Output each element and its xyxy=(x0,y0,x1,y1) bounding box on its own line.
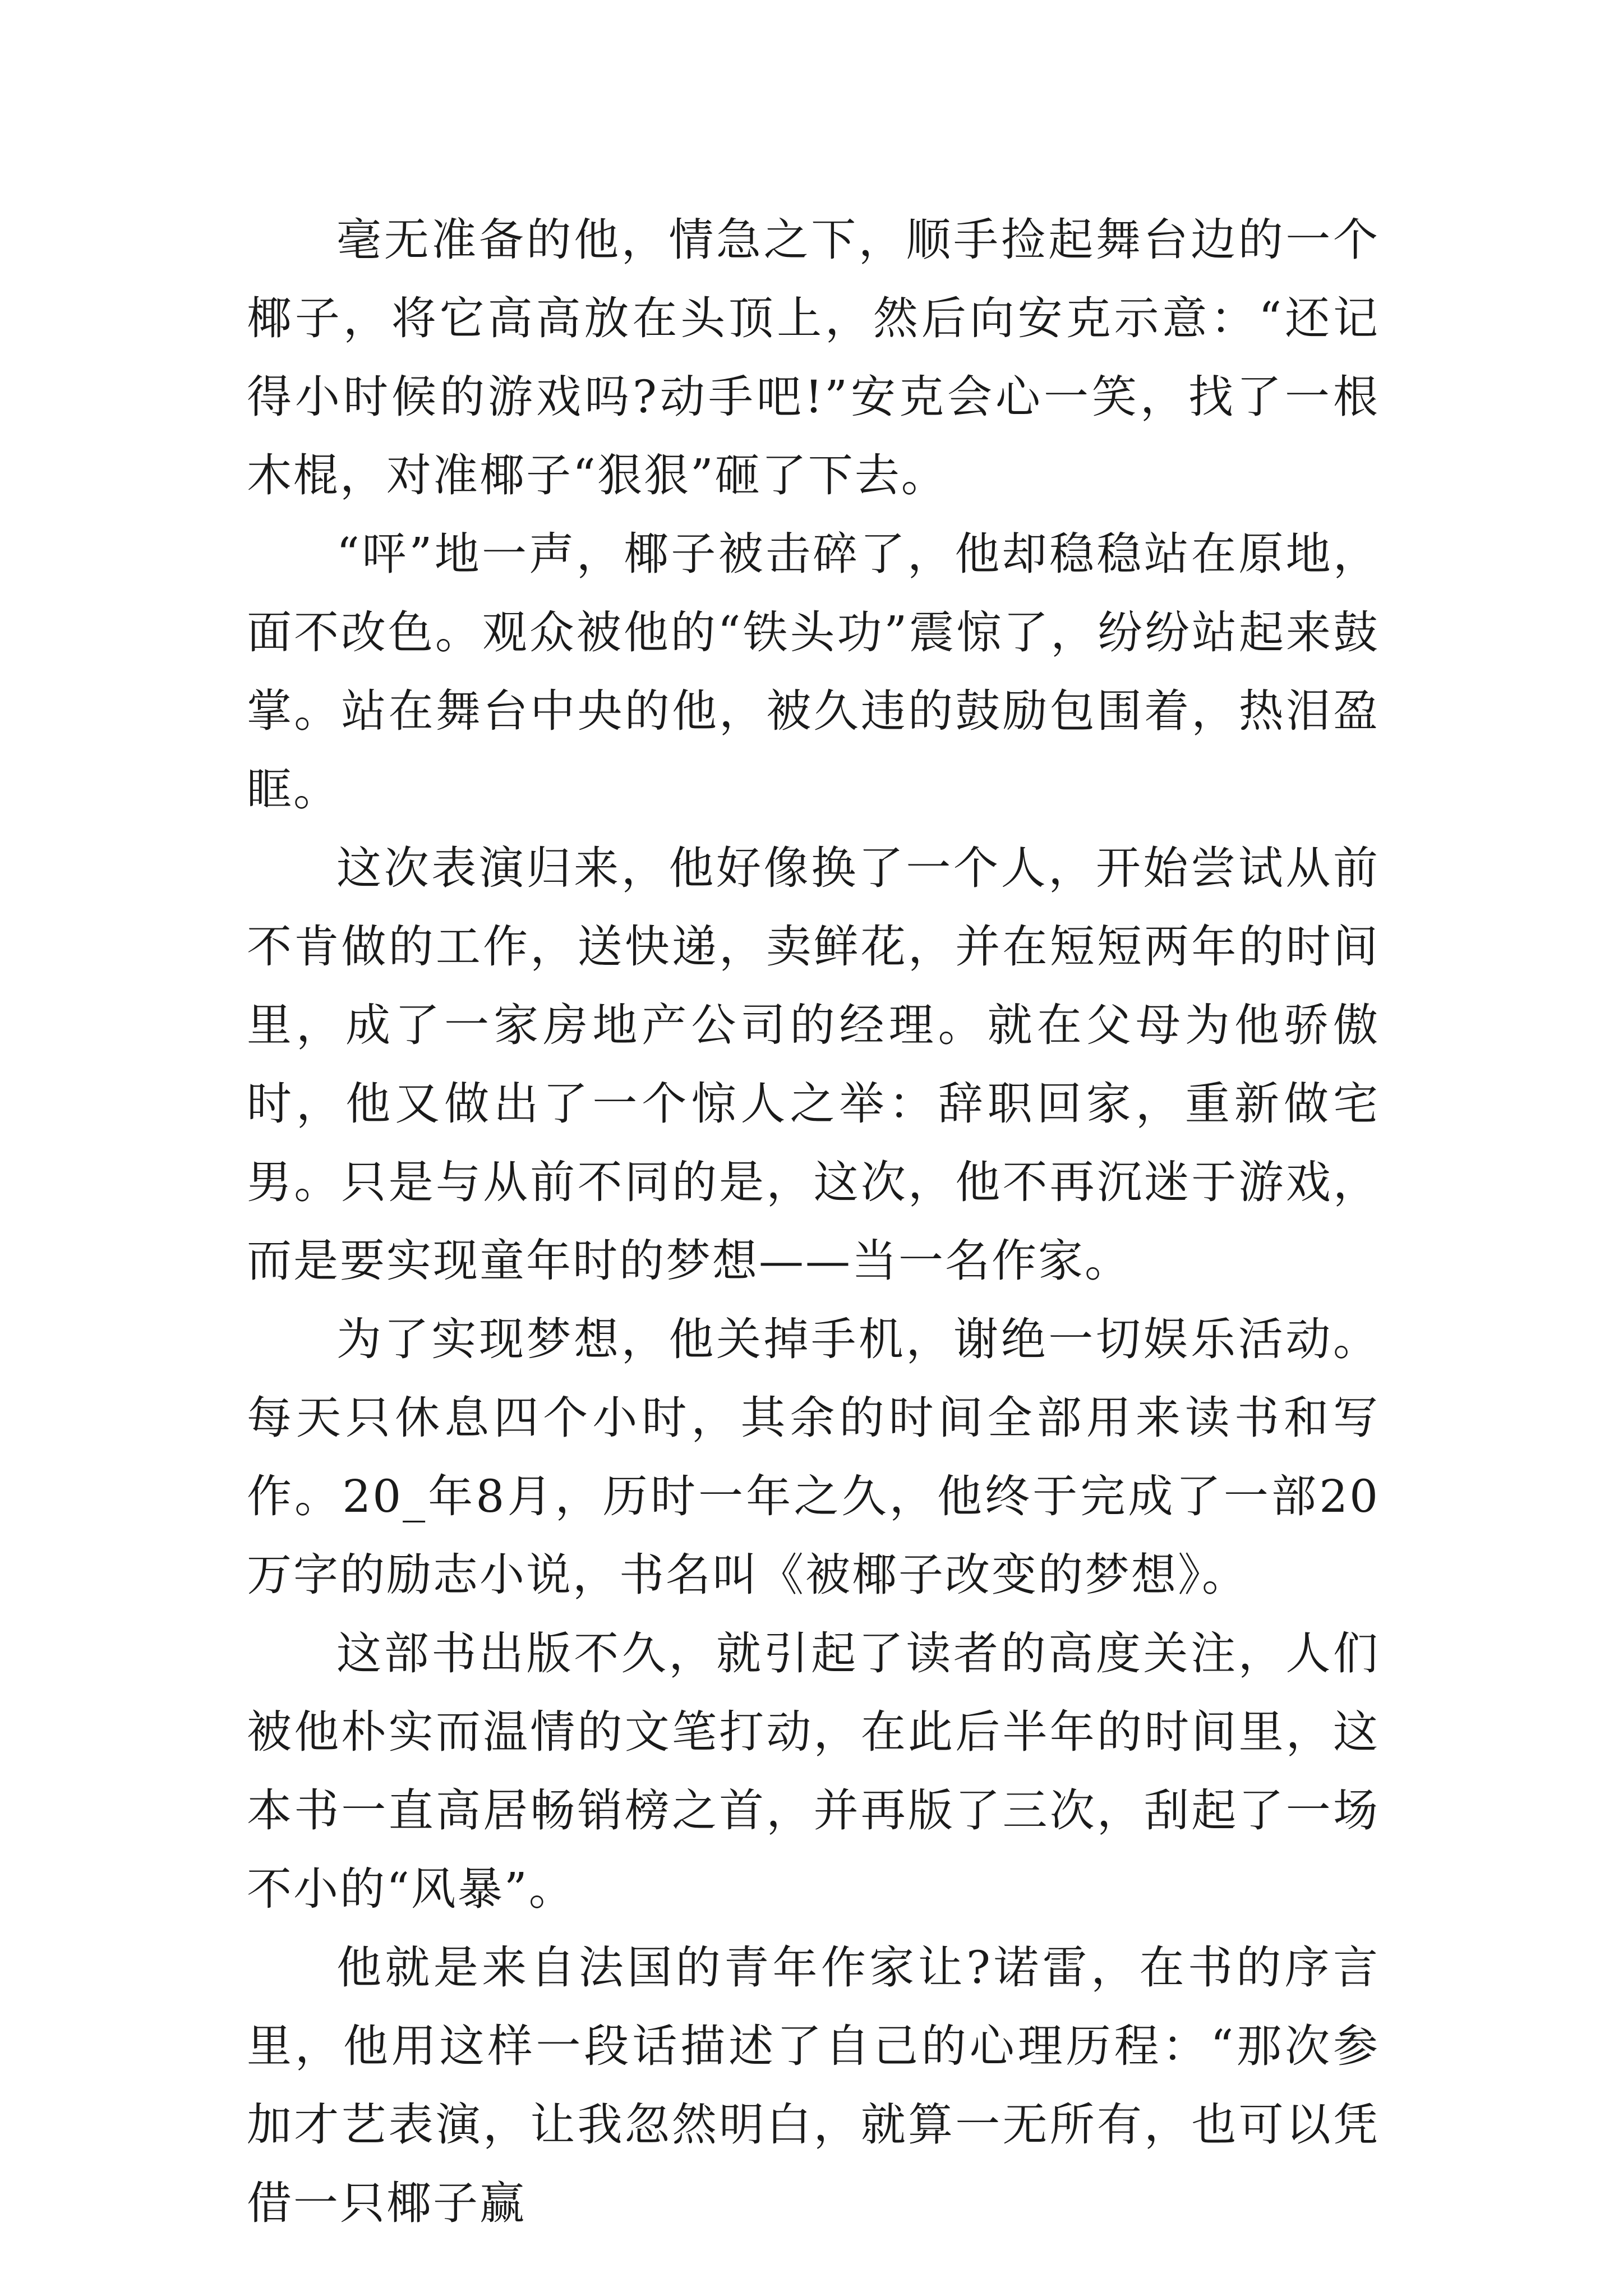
paragraph: 这部书出版不久，就引起了读者的高度关注，人们被他朴实而温情的文笔打动，在此后半年的时间里，这本书一直高居畅销榜之首，并再版了三次，刮起了一场不小的“风暴”。 xyxy=(247,1627,1380,1915)
paragraph: “呯”地一声，椰子被击碎了，他却稳稳站在原地，面不改色。观众被他的“铁头功”震惊了，纷纷站起来鼓掌。站在舞台中央的他，被久违的鼓励包围着，热泪盈眶。 xyxy=(247,528,1380,816)
paragraph: 他就是来自法国的青年作家让?诺雷，在书的序言里，他用这样一段话描述了自己的心理历程：“那次参加才艺表演，让我忽然明白，就算一无所有，也可以凭借一只椰子赢 xyxy=(247,1941,1380,2229)
paragraph: 这次表演归来，他好像换了一个人，开始尝试从前不肯做的工作，送快递，卖鲜花，并在短短两年的时间里，成了一家房地产公司的经理。就在父母为他骄傲时，他又做出了一个惊人之举：辞职回家，重新做宅男。只是与从前不同的是，这次，他不再沉迷于游戏，而是要实现童年时的梦想——当一名作家。 xyxy=(247,842,1380,1287)
paragraph: 毫无准备的他，情急之下，顺手捡起舞台边的一个椰子，将它高高放在头顶上，然后向安克示意：“还记得小时候的游戏吗?动手吧!”安克会心一笑，找了一根木棍，对准椰子“狠狠”砸了下去。 xyxy=(247,214,1380,501)
paragraph: 为了实现梦想，他关掉手机，谢绝一切娱乐活动。每天只休息四个小时，其余的时间全部用来读书和写作。20_年8月，历时一年之久，他终于完成了一部20万字的励志小说，书名叫《被椰子改变的梦想》。 xyxy=(247,1313,1380,1601)
document-body xyxy=(247,201,1380,2243)
